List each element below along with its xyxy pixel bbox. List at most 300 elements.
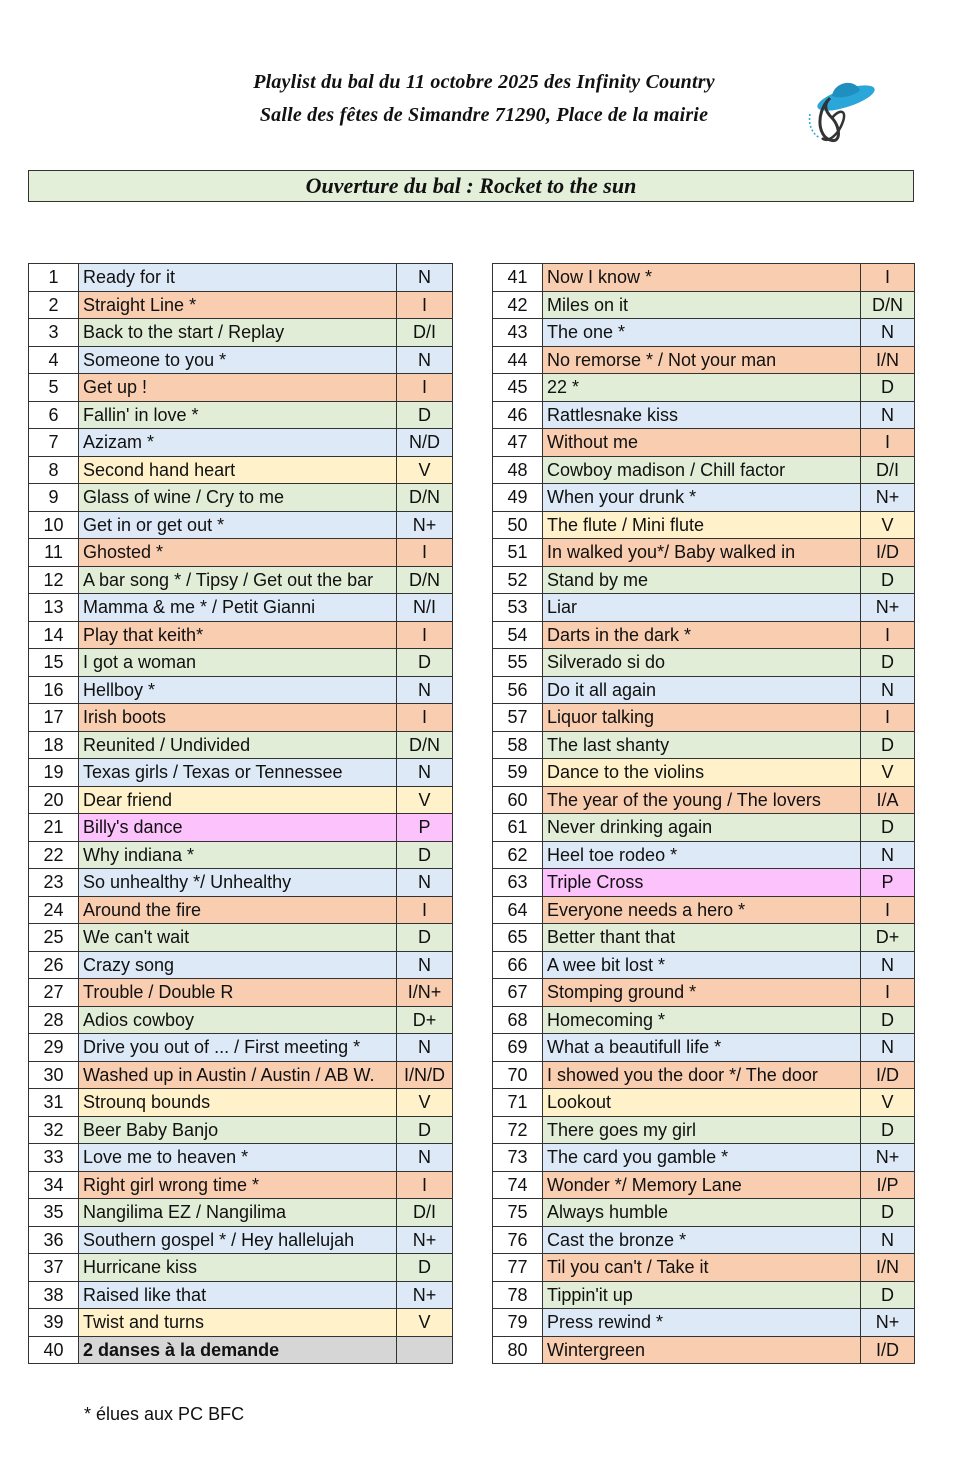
level-code: D+: [397, 1006, 453, 1034]
song-title: Miles on it: [543, 291, 861, 319]
song-title: Second hand heart: [79, 456, 397, 484]
level-code: N: [861, 319, 915, 347]
song-number: 14: [29, 621, 79, 649]
song-number: 10: [29, 511, 79, 539]
level-code: D: [861, 731, 915, 759]
song-title: Why indiana *: [79, 841, 397, 869]
table-row: [493, 649, 915, 677]
song-number: 4: [29, 346, 79, 374]
table-row: [29, 291, 453, 319]
song-title: The card you gamble *: [543, 1144, 861, 1172]
level-code: I: [397, 621, 453, 649]
level-code: D: [397, 1254, 453, 1282]
song-title: Rattlesnake kiss: [543, 401, 861, 429]
song-title: Press rewind *: [543, 1309, 861, 1337]
song-number: 79: [493, 1309, 543, 1337]
table-row: [29, 1336, 453, 1364]
song-title: The last shanty: [543, 731, 861, 759]
song-number: 65: [493, 924, 543, 952]
table-row: [493, 264, 915, 292]
level-code: D: [397, 1116, 453, 1144]
table-row: [493, 979, 915, 1007]
level-code: I: [861, 896, 915, 924]
table-row: [493, 401, 915, 429]
song-number: 78: [493, 1281, 543, 1309]
song-title: Cast the bronze *: [543, 1226, 861, 1254]
song-number: 37: [29, 1254, 79, 1282]
level-code: I: [397, 291, 453, 319]
level-code: N/I: [397, 594, 453, 622]
table-row: [493, 594, 915, 622]
header-title: Playlist du bal du 11 octobre 2025 des Infinity Country: [253, 71, 715, 93]
song-title: Billy's dance: [79, 814, 397, 842]
song-number: 44: [493, 346, 543, 374]
song-title: Without me: [543, 429, 861, 457]
song-number: 66: [493, 951, 543, 979]
table-row: [29, 594, 453, 622]
level-code: I: [861, 264, 915, 292]
song-number: 70: [493, 1061, 543, 1089]
table-row: [29, 786, 453, 814]
level-code: D/N: [397, 566, 453, 594]
song-number: 46: [493, 401, 543, 429]
level-code: I/D: [861, 539, 915, 567]
level-code: D: [397, 649, 453, 677]
level-code: I: [397, 539, 453, 567]
song-number: 21: [29, 814, 79, 842]
table-row: [493, 1281, 915, 1309]
song-title: Fallin' in love *: [79, 401, 397, 429]
table-row: [493, 841, 915, 869]
song-title: Til you can't / Take it: [543, 1254, 861, 1282]
level-code: D: [861, 566, 915, 594]
song-title: 22 *: [543, 374, 861, 402]
table-row: [493, 291, 915, 319]
song-number: 17: [29, 704, 79, 732]
song-number: 80: [493, 1336, 543, 1364]
level-code: I: [397, 1171, 453, 1199]
song-number: 59: [493, 759, 543, 787]
song-number: 22: [29, 841, 79, 869]
song-title: Mamma & me * / Petit Gianni: [79, 594, 397, 622]
level-code: N: [861, 1034, 915, 1062]
table-row: [29, 401, 453, 429]
song-title: Play that keith*: [79, 621, 397, 649]
song-title: Hellboy *: [79, 676, 397, 704]
table-row: [29, 566, 453, 594]
table-row: [493, 1199, 915, 1227]
table-row: [493, 511, 915, 539]
song-title: Better thant that: [543, 924, 861, 952]
level-code: D/N: [397, 731, 453, 759]
level-code: V: [861, 511, 915, 539]
song-number: 40: [29, 1336, 79, 1364]
song-number: 56: [493, 676, 543, 704]
level-code: [397, 1336, 453, 1364]
song-number: 49: [493, 484, 543, 512]
song-title: So unhealthy */ Unhealthy: [79, 869, 397, 897]
table-row: [493, 1254, 915, 1282]
table-row: [493, 346, 915, 374]
level-code: V: [397, 1089, 453, 1117]
level-code: D: [861, 1006, 915, 1034]
level-code: N+: [397, 511, 453, 539]
level-code: N: [397, 951, 453, 979]
song-number: 35: [29, 1199, 79, 1227]
song-title: The one *: [543, 319, 861, 347]
level-code: I: [861, 704, 915, 732]
table-row: [29, 1116, 453, 1144]
level-code: N: [397, 869, 453, 897]
table-row: [29, 979, 453, 1007]
song-number: 52: [493, 566, 543, 594]
song-title: Azizam *: [79, 429, 397, 457]
level-code: N+: [397, 1226, 453, 1254]
song-title: Glass of wine / Cry to me: [79, 484, 397, 512]
table-row: [29, 731, 453, 759]
table-row: [29, 759, 453, 787]
song-number: 2: [29, 291, 79, 319]
song-number: 18: [29, 731, 79, 759]
song-number: 1: [29, 264, 79, 292]
song-title: No remorse * / Not your man: [543, 346, 861, 374]
table-row: [493, 1336, 915, 1364]
song-title: What a beautifull life *: [543, 1034, 861, 1062]
song-title: Wintergreen: [543, 1336, 861, 1364]
opening-banner: Ouverture du bal : Rocket to the sun: [28, 170, 914, 202]
song-number: 7: [29, 429, 79, 457]
song-number: 28: [29, 1006, 79, 1034]
table-row: [493, 1309, 915, 1337]
song-number: 23: [29, 869, 79, 897]
song-number: 5: [29, 374, 79, 402]
song-title: Everyone needs a hero *: [543, 896, 861, 924]
song-number: 43: [493, 319, 543, 347]
song-number: 20: [29, 786, 79, 814]
table-row: [29, 814, 453, 842]
table-row: [29, 539, 453, 567]
song-number: 13: [29, 594, 79, 622]
song-number: 68: [493, 1006, 543, 1034]
level-code: I/D: [861, 1336, 915, 1364]
song-title: Love me to heaven *: [79, 1144, 397, 1172]
song-title: Tippin'it up: [543, 1281, 861, 1309]
table-row: [493, 896, 915, 924]
table-row: [493, 621, 915, 649]
level-code: I/N/D: [397, 1061, 453, 1089]
level-code: N: [397, 346, 453, 374]
table-row: [29, 1006, 453, 1034]
footnote: * élues aux PC BFC: [84, 1404, 245, 1424]
table-row: [493, 1006, 915, 1034]
playlist-table-right: [492, 263, 915, 1364]
level-code: N: [861, 401, 915, 429]
level-code: D: [861, 374, 915, 402]
level-code: N+: [861, 1309, 915, 1337]
table-row: [493, 676, 915, 704]
level-code: I: [861, 429, 915, 457]
table-row: [29, 869, 453, 897]
cowboy-hat-logo-icon: [802, 74, 882, 148]
song-title: Dear friend: [79, 786, 397, 814]
song-number: 69: [493, 1034, 543, 1062]
level-code: N/D: [397, 429, 453, 457]
song-number: 29: [29, 1034, 79, 1062]
song-title: Wonder */ Memory Lane: [543, 1171, 861, 1199]
song-title: Irish boots: [79, 704, 397, 732]
song-title: Adios cowboy: [79, 1006, 397, 1034]
table-row: [493, 731, 915, 759]
song-number: 75: [493, 1199, 543, 1227]
level-code: D/I: [397, 1199, 453, 1227]
table-row: [493, 539, 915, 567]
song-title: Raised like that: [79, 1281, 397, 1309]
song-number: 24: [29, 896, 79, 924]
song-title: Nangilima EZ / Nangilima: [79, 1199, 397, 1227]
song-number: 39: [29, 1309, 79, 1337]
song-title: Reunited / Undivided: [79, 731, 397, 759]
song-title: Hurricane kiss: [79, 1254, 397, 1282]
table-row: [29, 429, 453, 457]
song-title: Liar: [543, 594, 861, 622]
table-row: [29, 511, 453, 539]
level-code: N: [397, 759, 453, 787]
table-row: [29, 841, 453, 869]
song-number: 8: [29, 456, 79, 484]
level-code: D/N: [861, 291, 915, 319]
table-row: [29, 1089, 453, 1117]
level-code: D/I: [397, 319, 453, 347]
table-row: [493, 704, 915, 732]
song-title: Someone to you *: [79, 346, 397, 374]
level-code: I/N: [861, 346, 915, 374]
level-code: I/P: [861, 1171, 915, 1199]
song-number: 54: [493, 621, 543, 649]
table-row: [493, 1061, 915, 1089]
level-code: N: [861, 841, 915, 869]
level-code: N: [397, 676, 453, 704]
song-title: Always humble: [543, 1199, 861, 1227]
song-title: Get up !: [79, 374, 397, 402]
song-number: 42: [493, 291, 543, 319]
song-number: 45: [493, 374, 543, 402]
table-row: [29, 1254, 453, 1282]
table-row: [29, 1309, 453, 1337]
level-code: D: [861, 1199, 915, 1227]
song-number: 74: [493, 1171, 543, 1199]
song-title: Beer Baby Banjo: [79, 1116, 397, 1144]
song-title: Southern gospel * / Hey hallelujah: [79, 1226, 397, 1254]
level-code: V: [861, 1089, 915, 1117]
level-code: I/D: [861, 1061, 915, 1089]
song-number: 71: [493, 1089, 543, 1117]
level-code: N: [861, 951, 915, 979]
level-code: N: [397, 264, 453, 292]
level-code: D: [397, 841, 453, 869]
song-title: When your drunk *: [543, 484, 861, 512]
song-number: 36: [29, 1226, 79, 1254]
song-number: 57: [493, 704, 543, 732]
table-row: [29, 924, 453, 952]
song-title: The flute / Mini flute: [543, 511, 861, 539]
table-row: [29, 346, 453, 374]
song-title: Strounq bounds: [79, 1089, 397, 1117]
table-row: [493, 1089, 915, 1117]
table-row: [29, 1144, 453, 1172]
level-code: N+: [861, 1144, 915, 1172]
song-number: 26: [29, 951, 79, 979]
level-code: D+: [861, 924, 915, 952]
table-row: [493, 869, 915, 897]
song-title: In walked you*/ Baby walked in: [543, 539, 861, 567]
song-title: Stand by me: [543, 566, 861, 594]
table-row: [29, 456, 453, 484]
table-row: [493, 1144, 915, 1172]
song-title: Silverado si do: [543, 649, 861, 677]
table-row: [493, 814, 915, 842]
song-title: Never drinking again: [543, 814, 861, 842]
level-code: D/N: [397, 484, 453, 512]
level-code: I/N: [861, 1254, 915, 1282]
table-row: [29, 1199, 453, 1227]
song-title: Straight Line *: [79, 291, 397, 319]
table-row: [493, 374, 915, 402]
song-number: 6: [29, 401, 79, 429]
table-row: [493, 759, 915, 787]
song-number: 25: [29, 924, 79, 952]
song-number: 51: [493, 539, 543, 567]
song-number: 67: [493, 979, 543, 1007]
table-row: [29, 1034, 453, 1062]
song-number: 15: [29, 649, 79, 677]
table-row: [29, 1226, 453, 1254]
song-title: Drive you out of ... / First meeting *: [79, 1034, 397, 1062]
table-row: [493, 319, 915, 347]
song-title: Around the fire: [79, 896, 397, 924]
table-row: [493, 1171, 915, 1199]
level-code: N+: [861, 484, 915, 512]
song-title: Crazy song: [79, 951, 397, 979]
table-row: [493, 484, 915, 512]
level-code: I/N+: [397, 979, 453, 1007]
song-number: 47: [493, 429, 543, 457]
table-row: [493, 924, 915, 952]
song-number: 73: [493, 1144, 543, 1172]
song-number: 62: [493, 841, 543, 869]
song-title: Homecoming *: [543, 1006, 861, 1034]
song-number: 50: [493, 511, 543, 539]
song-number: 31: [29, 1089, 79, 1117]
song-number: 72: [493, 1116, 543, 1144]
song-title: Ready for it: [79, 264, 397, 292]
table-row: [29, 1171, 453, 1199]
song-title: Washed up in Austin / Austin / AB W.: [79, 1061, 397, 1089]
table-row: [29, 484, 453, 512]
table-row: [493, 1116, 915, 1144]
level-code: P: [861, 869, 915, 897]
table-row: [29, 951, 453, 979]
table-row: [29, 621, 453, 649]
level-code: V: [397, 786, 453, 814]
song-number: 64: [493, 896, 543, 924]
song-title: A bar song * / Tipsy / Get out the bar: [79, 566, 397, 594]
level-code: P: [397, 814, 453, 842]
level-code: D: [397, 401, 453, 429]
level-code: I: [397, 374, 453, 402]
song-number: 61: [493, 814, 543, 842]
song-title: Liquor talking: [543, 704, 861, 732]
table-row: [29, 264, 453, 292]
level-code: N: [861, 1226, 915, 1254]
level-code: N+: [861, 594, 915, 622]
level-code: V: [861, 759, 915, 787]
song-title: Lookout: [543, 1089, 861, 1117]
level-code: N+: [397, 1281, 453, 1309]
song-number: 3: [29, 319, 79, 347]
level-code: I: [861, 621, 915, 649]
level-code: D/I: [861, 456, 915, 484]
song-title: Heel toe rodeo *: [543, 841, 861, 869]
level-code: N: [397, 1034, 453, 1062]
song-title: Get in or get out *: [79, 511, 397, 539]
table-row: [493, 951, 915, 979]
song-number: 30: [29, 1061, 79, 1089]
song-number: 16: [29, 676, 79, 704]
playlist-table-left: [28, 263, 453, 1364]
song-title: Triple Cross: [543, 869, 861, 897]
level-code: V: [397, 1309, 453, 1337]
song-title: The year of the young / The lovers: [543, 786, 861, 814]
song-title: Cowboy madison / Chill factor: [543, 456, 861, 484]
song-number: 38: [29, 1281, 79, 1309]
table-row: [493, 786, 915, 814]
song-number: 11: [29, 539, 79, 567]
song-number: 76: [493, 1226, 543, 1254]
song-title: 2 danses à la demande: [79, 1336, 397, 1364]
level-code: D: [861, 1116, 915, 1144]
header-venue: Salle des fêtes de Simandre 71290, Place de la mairie: [259, 104, 709, 126]
song-title: Dance to the violins: [543, 759, 861, 787]
table-row: [493, 1226, 915, 1254]
level-code: I/A: [861, 786, 915, 814]
song-title: Stomping ground *: [543, 979, 861, 1007]
song-title: Back to the start / Replay: [79, 319, 397, 347]
level-code: I: [397, 896, 453, 924]
table-row: [29, 374, 453, 402]
song-number: 32: [29, 1116, 79, 1144]
song-title: Now I know *: [543, 264, 861, 292]
song-number: 19: [29, 759, 79, 787]
level-code: D: [397, 924, 453, 952]
table-row: [29, 1281, 453, 1309]
song-title: Right girl wrong time *: [79, 1171, 397, 1199]
table-row: [29, 649, 453, 677]
level-code: D: [861, 649, 915, 677]
song-title: We can't wait: [79, 924, 397, 952]
level-code: D: [861, 1281, 915, 1309]
level-code: N: [397, 1144, 453, 1172]
song-number: 55: [493, 649, 543, 677]
song-title: Darts in the dark *: [543, 621, 861, 649]
song-number: 9: [29, 484, 79, 512]
level-code: D: [861, 814, 915, 842]
song-number: 58: [493, 731, 543, 759]
song-number: 60: [493, 786, 543, 814]
level-code: I: [397, 704, 453, 732]
table-row: [29, 1061, 453, 1089]
song-title: I showed you the door */ The door: [543, 1061, 861, 1089]
song-number: 27: [29, 979, 79, 1007]
